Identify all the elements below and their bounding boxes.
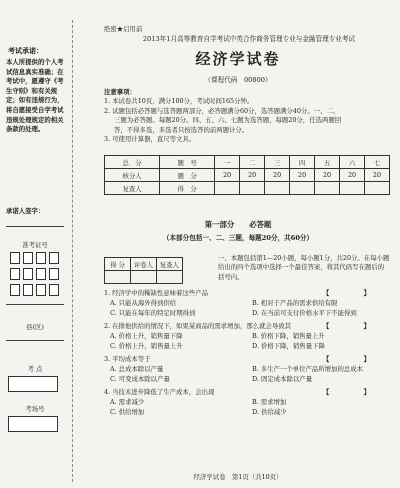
score-entry-cell[interactable] xyxy=(157,271,183,284)
option-b: B. 多生产一个单位产品所增加的总成本 xyxy=(252,365,364,373)
note-item: 1. 本试卷共10页，满分100分，考试时间165分钟。 xyxy=(104,97,254,106)
table-cell: 二 xyxy=(240,156,265,169)
table-cell: 总 分 xyxy=(105,156,160,169)
option-c: C. 价格上升，销售量上升 xyxy=(110,342,183,350)
digit-box[interactable] xyxy=(36,284,46,296)
commitment-title: 考试承诺： xyxy=(8,46,43,55)
table-cell: 复查人 xyxy=(105,182,160,195)
answer-bracket[interactable]: 【 】 xyxy=(322,322,384,330)
question-stem: 4. 当技术进步降低了生产成本，会出现 xyxy=(104,388,215,396)
side-strip xyxy=(0,0,66,488)
digit-box[interactable] xyxy=(36,268,46,280)
table-row xyxy=(105,271,183,284)
digit-box[interactable] xyxy=(36,252,46,264)
digit-box[interactable] xyxy=(23,268,33,280)
option-b: B. 价格下降，销售量上升 xyxy=(252,332,325,340)
exam-title: 2013年1月高等教育自学考试中英合作商务管理专业与金融管理专业考试 xyxy=(142,35,356,43)
table-cell: 题 号 xyxy=(160,156,215,169)
table-row xyxy=(105,169,390,182)
score-entry-cell[interactable] xyxy=(215,182,240,195)
answer-bracket[interactable]: 【 】 xyxy=(322,388,384,396)
room-label: 考场号 xyxy=(25,405,45,413)
table-cell: 20 xyxy=(365,169,390,182)
table-cell: 20 xyxy=(290,169,315,182)
table-cell: 五 xyxy=(315,156,340,169)
table-cell: 六 xyxy=(340,156,365,169)
table-cell: 得 分 xyxy=(105,258,131,271)
ticket-number-label: 准考证号 xyxy=(22,241,48,249)
table-cell: 核分人 xyxy=(105,169,160,182)
score-entry-cell[interactable] xyxy=(105,271,131,284)
part-subtitle: （本部分包括一、二、三题，每题20分，共60分） xyxy=(162,234,314,242)
digit-box[interactable] xyxy=(10,284,20,296)
answer-bracket[interactable]: 【 】 xyxy=(322,289,384,297)
question-stem: 1. 经济学中的稀缺性意味着这些产品 xyxy=(104,289,208,297)
notes-title: 注意事项： xyxy=(104,88,136,96)
score-table xyxy=(104,155,390,195)
venue-label: 考 点 xyxy=(27,365,43,373)
option-d: D. 供给减少 xyxy=(252,408,287,416)
ticket-digits-row-2[interactable] xyxy=(10,268,59,280)
answer-bracket[interactable]: 【 】 xyxy=(322,355,384,363)
table-cell: 20 xyxy=(265,169,290,182)
signer-line xyxy=(6,226,64,227)
option-c: C. 供给增加 xyxy=(110,408,145,416)
table-row xyxy=(105,258,183,271)
option-b: B. 需求增加 xyxy=(252,398,287,406)
digit-box[interactable] xyxy=(49,284,59,296)
option-b: B. 相对于产品的需求供给有限 xyxy=(252,299,338,307)
table-cell: 七 xyxy=(365,156,390,169)
table-cell: 20 xyxy=(340,169,365,182)
note-item: 答，不得多选，多选者只按选答的前两题计分。 xyxy=(114,125,249,134)
question-stem: 3. 平均成本等于 xyxy=(104,355,151,363)
section-instruction: 一、本题包括第1—20小题，每小题1分，共20分。在每小题给出的四个选项中选择一个最佳答案，将其代码写在题后的括号内。 xyxy=(218,254,390,281)
paper-title: 经济学试卷 xyxy=(195,50,281,68)
district-label: 县(区) xyxy=(26,323,44,331)
table-cell: 20 xyxy=(240,169,265,182)
digit-box[interactable] xyxy=(10,268,20,280)
option-a: A. 需求减少 xyxy=(110,398,145,406)
option-d: D. 固定成本除以产量 xyxy=(252,375,313,383)
table-cell: 题 分 xyxy=(160,169,215,182)
page-footer: 经济学试卷 第1页（共10页） xyxy=(193,473,283,481)
question-item xyxy=(104,387,394,417)
score-entry-cell[interactable] xyxy=(290,182,315,195)
option-a: A. 总成本除以产量 xyxy=(110,365,164,373)
table-cell: 一 xyxy=(215,156,240,169)
divider xyxy=(6,340,64,341)
confidential-mark: 绝密★启用前 xyxy=(104,25,143,33)
score-entry-cell[interactable] xyxy=(315,182,340,195)
question-item xyxy=(104,354,394,384)
notes-section xyxy=(104,88,394,144)
option-a: A. 价格上升，销售量下降 xyxy=(110,332,183,340)
digit-box[interactable] xyxy=(23,252,33,264)
option-d: D. 价格下降，销售量下降 xyxy=(252,342,325,350)
ticket-digits-row-3[interactable] xyxy=(10,284,59,296)
question-stem: 2. 在排他供给的情况下，如果某商品的需求增加，那么就会导致其 xyxy=(104,322,292,330)
score-entry-cell[interactable] xyxy=(265,182,290,195)
question-item xyxy=(104,288,394,318)
note-item: 3. 可使用计算器，直尺等文具。 xyxy=(104,135,196,144)
commitment-text: 本人所提供的个人考试信息真实准确；在考试中，愿遵守《考生守则》和有关规定；如有违规行为，将自愿接受自学考试违规处理规定的相关条款的处理。 xyxy=(6,58,64,134)
table-cell: 三 xyxy=(265,156,290,169)
digit-box[interactable] xyxy=(49,252,59,264)
digit-box[interactable] xyxy=(10,252,20,264)
score-entry-cell[interactable] xyxy=(365,182,390,195)
option-a: A. 只能从海外得到供给 xyxy=(110,299,177,307)
question-list xyxy=(104,288,394,420)
table-row xyxy=(105,182,390,195)
question-item xyxy=(104,321,394,351)
digit-box[interactable] xyxy=(49,268,59,280)
binding-line xyxy=(72,20,73,482)
score-entry-cell[interactable] xyxy=(340,182,365,195)
divider xyxy=(6,304,64,305)
table-cell: 20 xyxy=(215,169,240,182)
table-row xyxy=(105,156,390,169)
venue-field[interactable] xyxy=(8,376,58,392)
option-c: C. 可变成本除以产量 xyxy=(110,375,170,383)
table-cell: 四 xyxy=(290,156,315,169)
course-code: （课程代码 00800） xyxy=(204,76,272,84)
part-title: 第一部分 必答题 xyxy=(204,220,272,229)
option-c: C. 只能在每年的特定时期得到 xyxy=(110,309,196,317)
table-cell: 得 分 xyxy=(160,182,215,195)
score-entry-cell[interactable] xyxy=(131,271,157,284)
score-entry-cell[interactable] xyxy=(240,182,265,195)
table-cell: 评卷人 xyxy=(131,258,157,271)
option-d: D. 在当前可支付价格水平下不能得到 xyxy=(252,309,357,317)
digit-box[interactable] xyxy=(23,284,33,296)
table-cell: 复查人 xyxy=(157,258,183,271)
ticket-digits-row-1[interactable] xyxy=(10,252,59,264)
grader-table xyxy=(104,257,183,284)
note-item: 三题为必答题。每题20分。四、五、六、七题为选答题，每题20分，任选两题回 xyxy=(114,116,342,125)
signer-label: 承诺人签字： xyxy=(6,207,45,215)
note-item: 2. 试题包括必答题与选答题两部分，必答题满分60分，选答题满分40分。一、二、 xyxy=(104,106,340,115)
room-field[interactable] xyxy=(8,416,58,432)
table-cell: 20 xyxy=(315,169,340,182)
